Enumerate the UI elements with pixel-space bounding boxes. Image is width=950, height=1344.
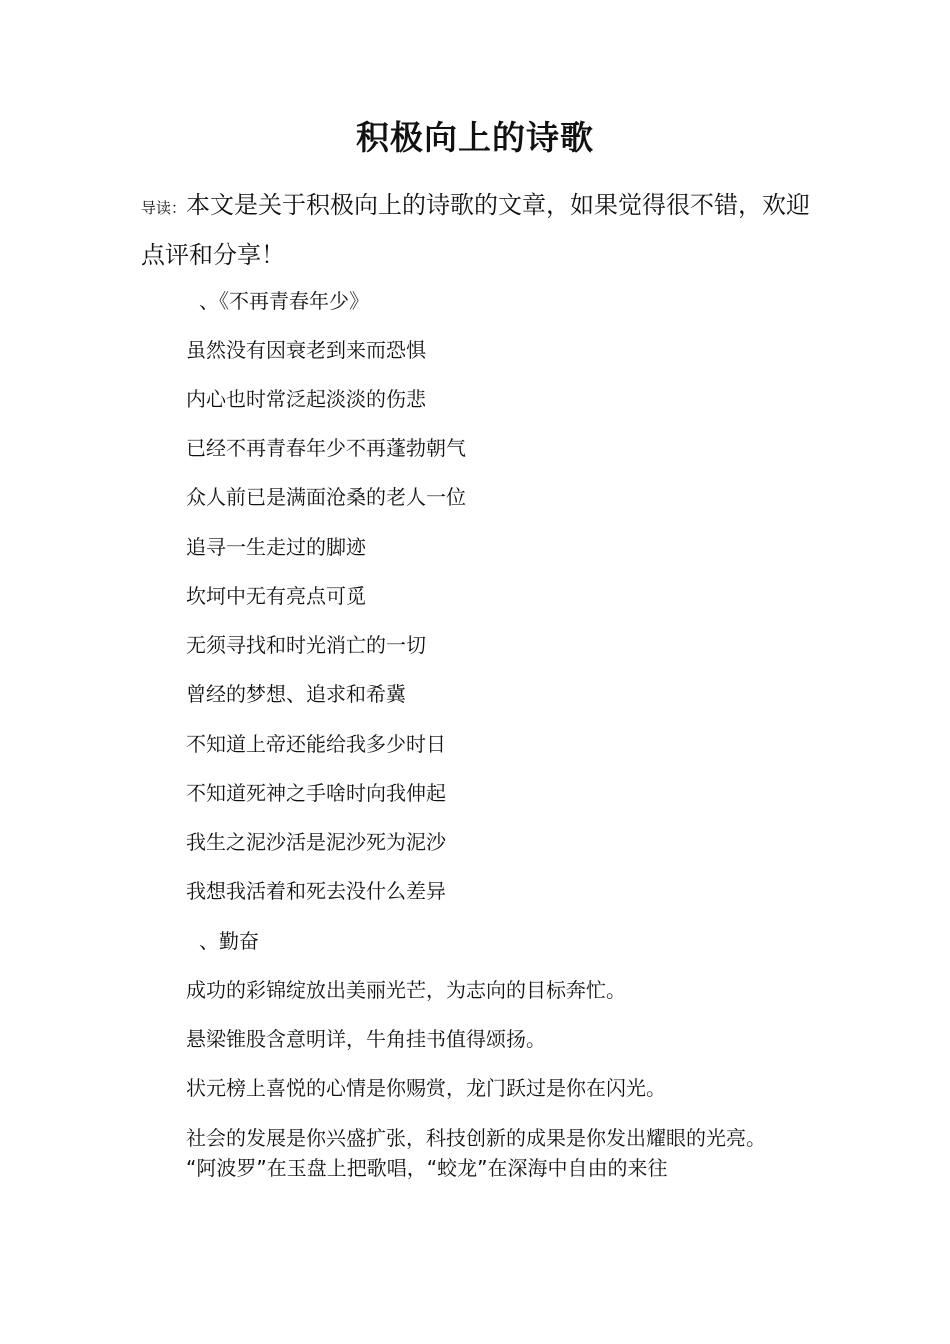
intro-paragraph [141, 182, 821, 279]
poem-line: 成功的彩锦绽放出美丽光芒，为志向的目标奔忙。 [186, 978, 626, 1002]
poem-line: 我生之泥沙活是泥沙死为泥沙 [186, 830, 446, 854]
intro-text: 本文是关于积极向上的诗歌的文章，如果觉得很不错，欢迎点评和分享！ [141, 191, 811, 269]
poem-line: 追寻一生走过的脚迹 [186, 535, 366, 559]
section-heading-1: 、《不再青春年少》 [199, 289, 369, 313]
poem-line: 众人前已是满面沧桑的老人一位 [186, 485, 466, 509]
poem-line: 无须寻找和时光消亡的一切 [186, 633, 426, 657]
intro-lead: 导读： [141, 199, 187, 217]
poem-line: 悬梁锥股含意明详，牛角挂书值得颂扬。 [186, 1027, 546, 1051]
poem-line: 内心也时常泛起淡淡的伤悲 [186, 387, 426, 411]
poem-line: 不知道上帝还能给我多少时日 [186, 732, 446, 756]
poem-line: 我想我活着和死去没什么差异 [186, 879, 446, 903]
document-title: 积极向上的诗歌 [356, 118, 594, 157]
poem-line: 虽然没有因衰老到来而恐惧 [186, 338, 426, 362]
poem-line: 坎坷中无有亮点可觅 [186, 584, 366, 608]
poem-line: 已经不再青春年少不再蓬勃朝气 [186, 436, 466, 460]
section-heading-2: 、勤奋 [199, 929, 259, 953]
poem-line: 社会的发展是你兴盛扩张，科技创新的成果是你发出耀眼的光亮。 [186, 1126, 766, 1150]
poem-line: 状元榜上喜悦的心情是你赐赏，龙门跃过是你在闪光。 [186, 1076, 666, 1100]
poem-line: 不知道死神之手啥时向我伸起 [186, 781, 446, 805]
poem-line: “阿波罗”在玉盘上把歌唱，“蛟龙”在深海中自由的来往 [186, 1156, 668, 1180]
poem-line: 曾经的梦想、追求和希冀 [186, 682, 406, 706]
